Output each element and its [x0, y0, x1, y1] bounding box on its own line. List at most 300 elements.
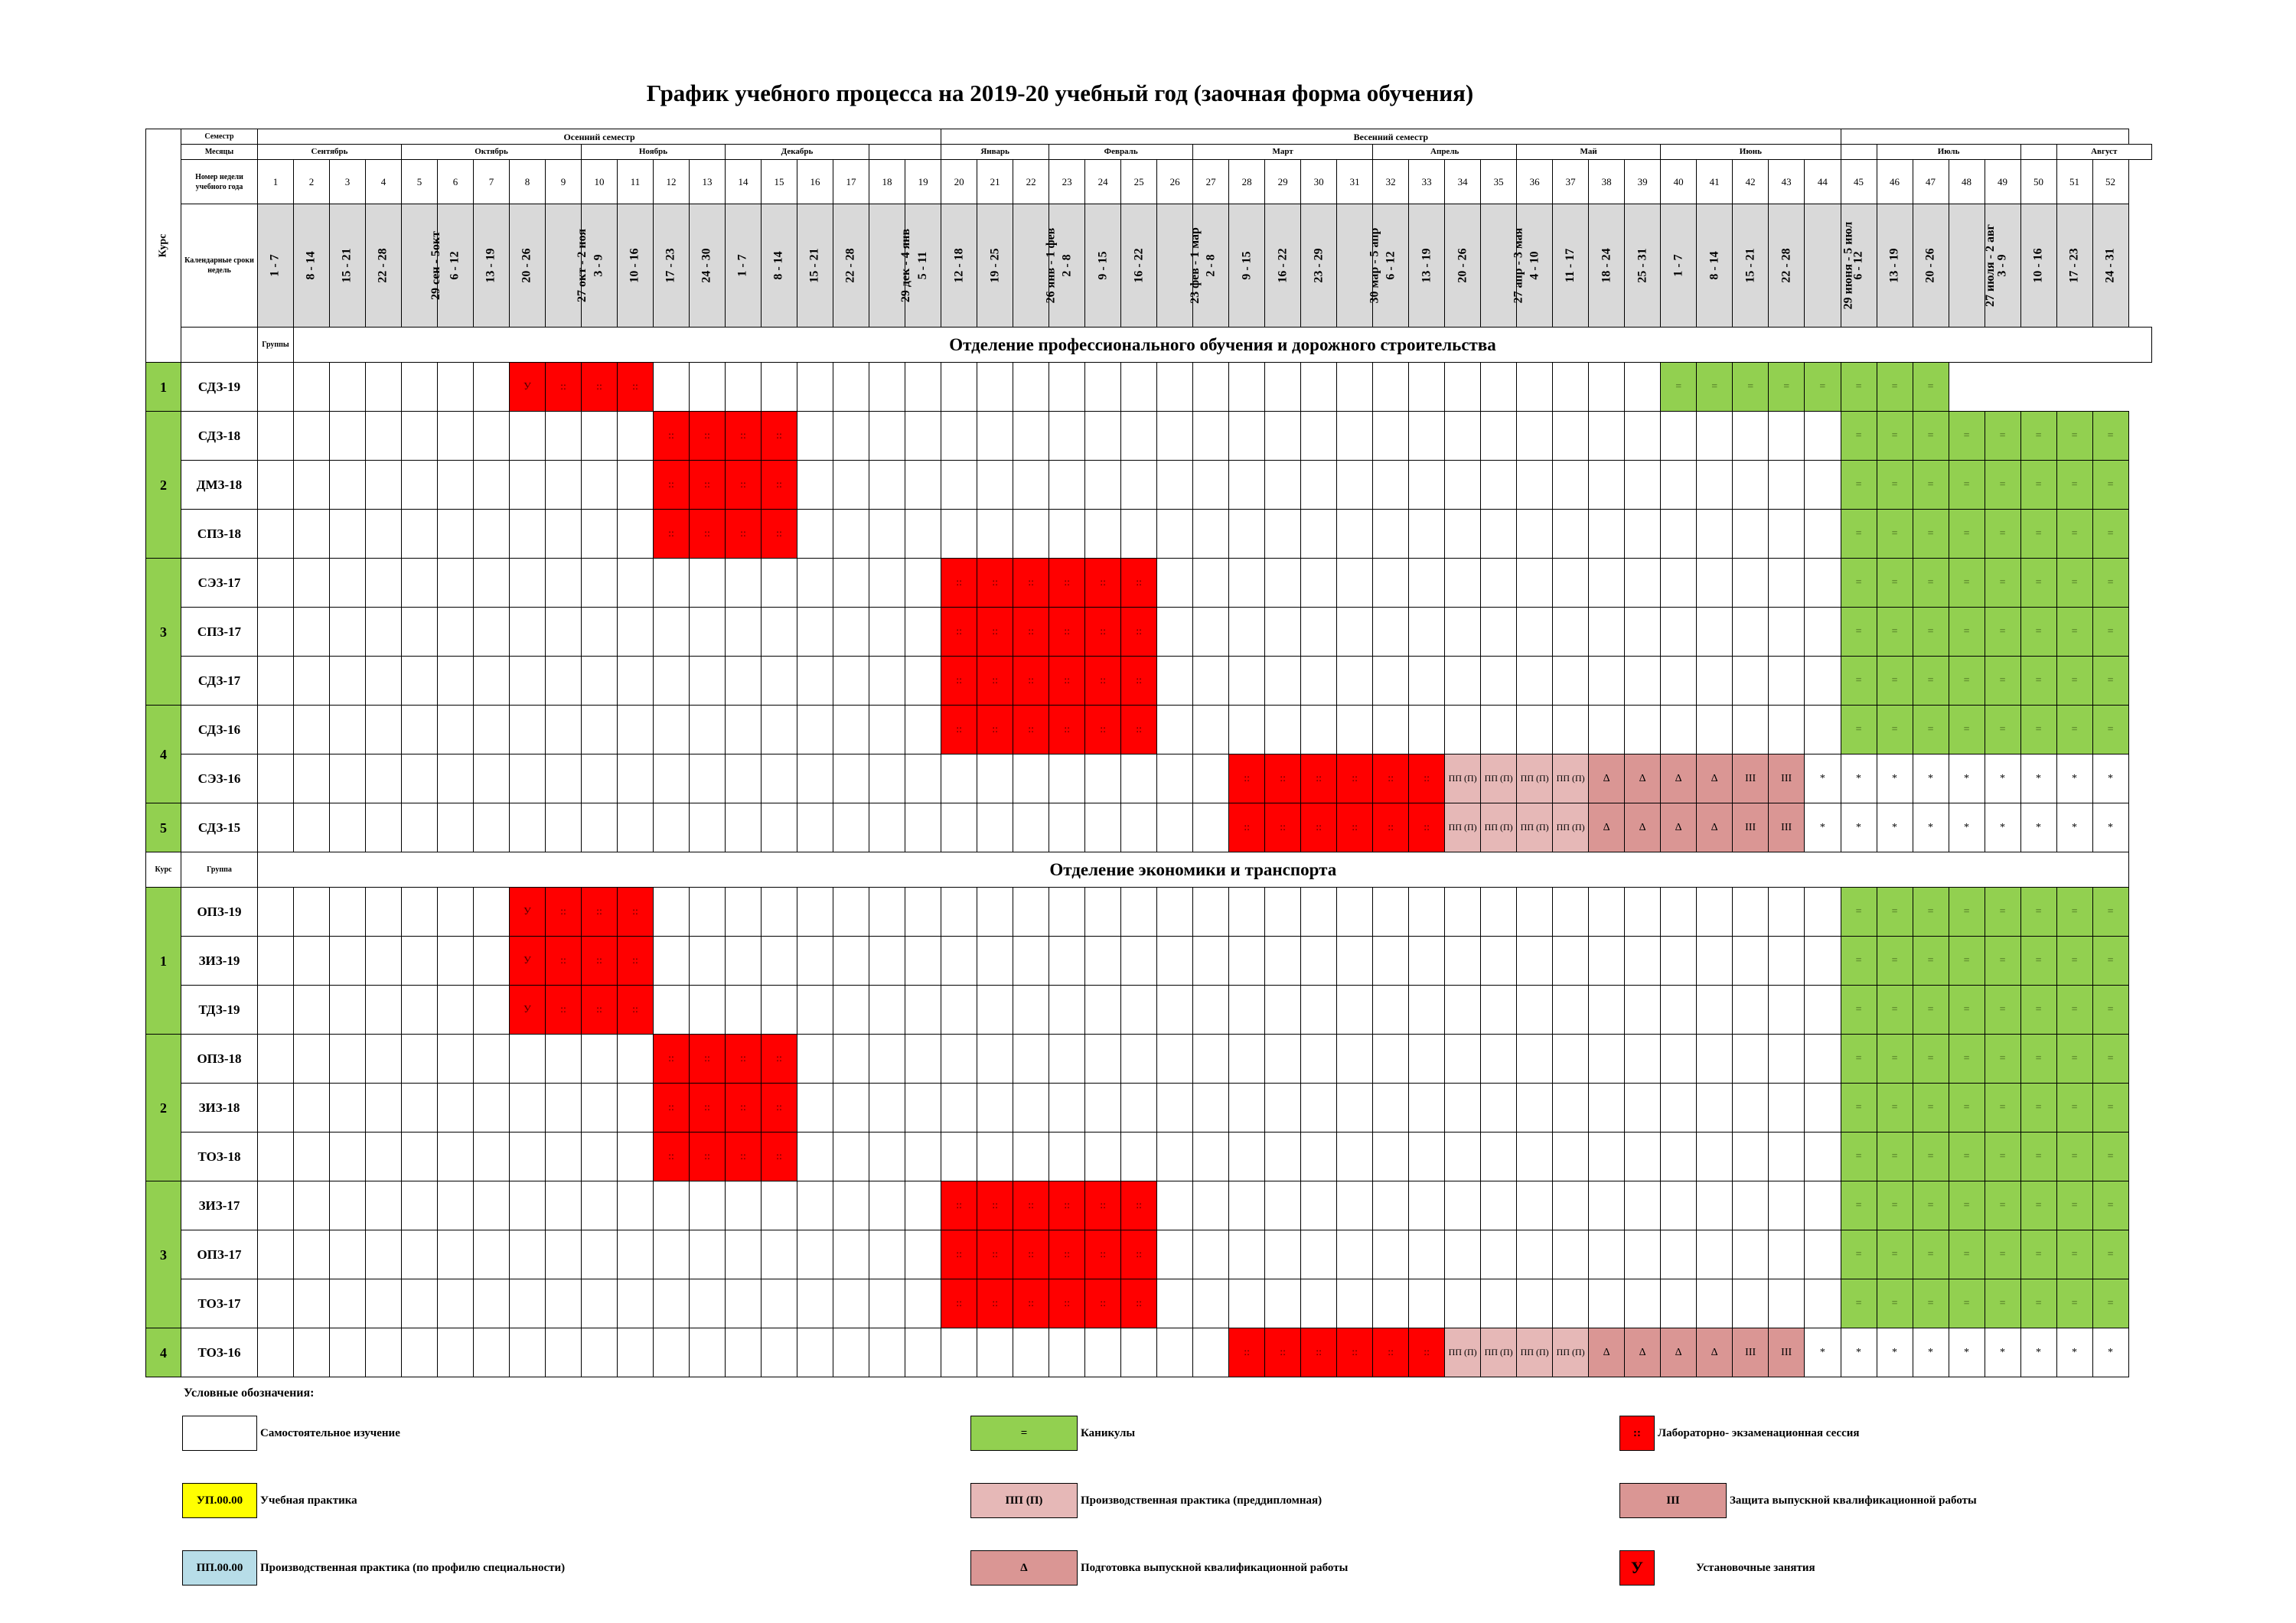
cell-session: ::	[582, 986, 618, 1035]
cell-self-study	[546, 559, 582, 608]
cell-self-study	[402, 608, 438, 657]
cell-self-study	[1193, 1035, 1229, 1084]
cell-self-study	[258, 412, 294, 461]
cell-self-study	[869, 888, 905, 937]
cell-self-study	[762, 1328, 797, 1377]
semester-row	[146, 129, 2152, 145]
cell-holiday: =	[2020, 1181, 2056, 1230]
cell-self-study	[510, 1035, 546, 1084]
week-date-text: 30 мар - 5 апр	[1368, 227, 1381, 304]
cell-holiday: =	[1805, 363, 1841, 412]
week-number: 42	[1733, 160, 1769, 204]
cell-self-study	[905, 754, 941, 803]
cell-self-study	[797, 510, 833, 559]
cell-self-study	[1481, 363, 1517, 412]
cell-session: ::	[977, 1181, 1013, 1230]
cell-self-study	[1625, 412, 1661, 461]
cell-self-study	[510, 1181, 546, 1230]
cell-self-study	[1661, 1181, 1697, 1230]
cell-holiday: =	[1913, 1279, 1949, 1328]
cell-self-study	[1589, 559, 1625, 608]
cell-session: ::	[762, 461, 797, 510]
cell-self-study	[1517, 657, 1553, 706]
cell-self-study	[618, 1084, 654, 1133]
cell-holiday: =	[1913, 1133, 1949, 1181]
cell-self-study	[258, 888, 294, 937]
cell-self-study	[690, 1279, 726, 1328]
group-name: СПЗ-18	[181, 510, 258, 559]
cell-self-study	[1265, 1084, 1301, 1133]
cell-self-study	[869, 706, 905, 754]
cell-star: *	[1841, 754, 1877, 803]
cell-self-study	[1625, 1230, 1661, 1279]
cell-holiday: =	[2020, 937, 2056, 986]
cell-self-study	[294, 608, 330, 657]
cell-holiday: =	[2092, 510, 2128, 559]
cell-self-study	[330, 363, 366, 412]
cell-self-study	[1553, 986, 1589, 1035]
cell-self-study	[1517, 937, 1553, 986]
cell-self-study	[1409, 461, 1445, 510]
cell-self-study	[1445, 412, 1481, 461]
cell-self-study	[654, 559, 690, 608]
cell-self-study	[582, 1133, 618, 1181]
cell-holiday: =	[2056, 1230, 2092, 1279]
cell-self-study	[582, 412, 618, 461]
cell-self-study	[690, 559, 726, 608]
week-date	[2092, 204, 2128, 328]
cell-self-study	[330, 1328, 366, 1377]
week-date	[2020, 204, 2056, 328]
legend-intro-label: Установочные занятия	[1696, 1562, 1815, 1574]
cell-session: ::	[726, 412, 762, 461]
cell-self-study	[1517, 1133, 1553, 1181]
cell-session: ::	[690, 412, 726, 461]
cell-holiday: =	[2056, 657, 2092, 706]
cell-self-study	[905, 363, 941, 412]
cell-self-study	[762, 657, 797, 706]
cell-self-study	[797, 937, 833, 986]
cell-self-study	[582, 510, 618, 559]
semester-cell	[1841, 129, 2128, 145]
cell-self-study	[1625, 1181, 1661, 1230]
cell-self-study	[1013, 888, 1049, 937]
month-cell: Декабрь	[726, 145, 869, 160]
cell-self-study	[1697, 559, 1733, 608]
section-title: Отделение профессионального обучения и дорожного строительства	[294, 328, 2152, 363]
cell-self-study	[1013, 510, 1049, 559]
cell-self-study	[1805, 657, 1841, 706]
cell-self-study	[762, 706, 797, 754]
cell-self-study	[1481, 461, 1517, 510]
cell-self-study	[474, 1328, 510, 1377]
cell-self-study	[869, 986, 905, 1035]
cell-self-study	[1625, 937, 1661, 986]
cell-self-study	[510, 803, 546, 852]
cell-self-study	[833, 363, 869, 412]
cell-self-study	[1445, 461, 1481, 510]
cell-self-study	[1409, 608, 1445, 657]
legend-vkr-prep-label: Подготовка выпускной квалификационной работы	[1081, 1562, 1349, 1574]
cell-self-study	[330, 608, 366, 657]
cell-holiday: =	[1985, 510, 2020, 559]
week-date	[618, 204, 654, 328]
cell-holiday: =	[2020, 1084, 2056, 1133]
cell-holiday: =	[2056, 1084, 2092, 1133]
cell-session: ::	[1085, 706, 1121, 754]
cell-self-study	[618, 1181, 654, 1230]
cell-star: *	[2092, 754, 2128, 803]
cell-self-study	[1481, 937, 1517, 986]
cell-self-study	[726, 657, 762, 706]
cell-self-study	[1157, 937, 1193, 986]
week-date	[1013, 204, 1058, 328]
cell-holiday: =	[1913, 888, 1949, 937]
cell-holiday: =	[1841, 986, 1877, 1035]
group-name: СЭЗ-17	[181, 559, 258, 608]
cell-self-study	[330, 754, 366, 803]
cell-self-study	[474, 559, 510, 608]
week-number: 31	[1337, 160, 1373, 204]
cell-self-study	[1625, 888, 1661, 937]
cell-self-study	[1085, 363, 1121, 412]
cell-session: ::	[762, 1133, 797, 1181]
cell-session: ::	[1337, 803, 1373, 852]
cell-star: *	[1913, 1328, 1949, 1377]
cell-self-study	[797, 461, 833, 510]
week-date	[438, 204, 474, 328]
week-date	[1697, 204, 1733, 328]
cell-self-study	[869, 510, 905, 559]
cell-holiday: =	[2056, 559, 2092, 608]
cell-self-study	[1625, 706, 1661, 754]
cell-self-study	[869, 754, 905, 803]
week-date-text: 6 - 12	[448, 251, 461, 280]
month-cell	[1841, 145, 1877, 160]
cell-self-study	[618, 1328, 654, 1377]
cell-star: *	[2056, 754, 2092, 803]
cell-holiday: =	[1913, 461, 1949, 510]
cell-holiday: =	[1877, 461, 1913, 510]
group-name: СПЗ-17	[181, 608, 258, 657]
cell-self-study	[438, 608, 474, 657]
cell-session: ::	[1229, 754, 1265, 803]
cell-self-study	[654, 803, 690, 852]
cell-vkr-prep: Δ	[1625, 803, 1661, 852]
cell-self-study	[1049, 363, 1085, 412]
cell-holiday: =	[1985, 1181, 2020, 1230]
week-number: 25	[1121, 160, 1157, 204]
week-date-text: 5 - 11	[916, 251, 930, 280]
cell-self-study	[330, 510, 366, 559]
cell-self-study	[833, 888, 869, 937]
cell-self-study	[1157, 412, 1193, 461]
cell-session: ::	[941, 706, 977, 754]
cell-self-study	[797, 1035, 833, 1084]
month-cell: Ноябрь	[582, 145, 726, 160]
cell-session: ::	[1049, 1279, 1085, 1328]
cell-self-study	[941, 1133, 977, 1181]
week-number: 8	[510, 160, 546, 204]
cell-self-study	[1157, 1328, 1193, 1377]
cell-holiday: =	[2056, 937, 2092, 986]
cell-session: ::	[726, 1133, 762, 1181]
week-date	[1121, 204, 1157, 328]
cell-session: ::	[1049, 608, 1085, 657]
group-row	[146, 510, 2152, 559]
cell-self-study	[1229, 559, 1265, 608]
cell-self-study	[941, 510, 977, 559]
cell-self-study	[1301, 937, 1337, 986]
cell-self-study	[1733, 1181, 1769, 1230]
legend-edu-practice-box: УП.00.00	[182, 1483, 257, 1518]
cell-session: ::	[654, 461, 690, 510]
cell-self-study	[1373, 657, 1409, 706]
cell-self-study	[833, 986, 869, 1035]
cell-self-study	[726, 754, 762, 803]
group-row	[146, 412, 2152, 461]
week-number: 16	[797, 160, 833, 204]
cell-self-study	[510, 510, 546, 559]
cell-holiday: =	[1913, 657, 1949, 706]
week-date-text: 15 - 21	[807, 248, 821, 283]
cell-self-study	[905, 937, 941, 986]
week-number: 32	[1373, 160, 1409, 204]
cell-self-study	[797, 363, 833, 412]
cell-self-study	[474, 1133, 510, 1181]
kurs-header	[146, 129, 181, 363]
cell-star: *	[1949, 803, 1985, 852]
cell-vkr-prep: Δ	[1589, 1328, 1625, 1377]
week-number: 13	[690, 160, 726, 204]
week-number: 27	[1193, 160, 1229, 204]
cell-self-study	[618, 754, 654, 803]
cell-self-study	[438, 888, 474, 937]
month-cell: Октябрь	[402, 145, 582, 160]
week-number: 7	[474, 160, 510, 204]
cell-holiday: =	[1949, 888, 1985, 937]
group-row	[146, 1328, 2152, 1377]
cell-holiday: =	[2020, 559, 2056, 608]
cell-self-study	[905, 1279, 941, 1328]
cell-holiday: =	[1985, 608, 2020, 657]
cell-self-study	[294, 1133, 330, 1181]
cell-self-study	[1589, 657, 1625, 706]
cell-self-study	[1337, 1279, 1373, 1328]
cell-self-study	[869, 1230, 905, 1279]
cell-self-study	[618, 657, 654, 706]
cell-self-study	[330, 461, 366, 510]
cell-self-study	[1121, 412, 1157, 461]
cell-session: ::	[654, 412, 690, 461]
month-cell: Январь	[941, 145, 1049, 160]
cell-vkr-defense: III	[1733, 803, 1769, 852]
cell-holiday: =	[1841, 1084, 1877, 1133]
cell-self-study	[1121, 888, 1157, 937]
cell-self-study	[402, 1328, 438, 1377]
cell-self-study	[797, 412, 833, 461]
cell-holiday: =	[1913, 412, 1949, 461]
cell-holiday: =	[1877, 937, 1913, 986]
cell-self-study	[1553, 1181, 1589, 1230]
course-number: 4	[146, 1328, 181, 1377]
cell-holiday: =	[1661, 363, 1697, 412]
cell-self-study	[294, 754, 330, 803]
cell-session: ::	[941, 1181, 977, 1230]
cell-self-study	[690, 363, 726, 412]
cell-self-study	[1085, 888, 1121, 937]
calendar-row	[146, 204, 2152, 328]
cell-self-study	[797, 1279, 833, 1328]
cell-self-study	[1301, 510, 1337, 559]
cell-holiday: =	[1913, 937, 1949, 986]
cell-vkr-defense: III	[1769, 803, 1805, 852]
cell-self-study	[1085, 412, 1121, 461]
week-date	[402, 204, 443, 328]
cell-self-study	[1121, 986, 1157, 1035]
cell-self-study	[1445, 1035, 1481, 1084]
cell-self-study	[1409, 1035, 1445, 1084]
cell-self-study	[1049, 1328, 1085, 1377]
week-date	[474, 204, 510, 328]
cell-session: ::	[1013, 559, 1049, 608]
cell-self-study	[1769, 559, 1805, 608]
cell-holiday: =	[2092, 657, 2128, 706]
week-date-text: 12 - 18	[952, 248, 966, 283]
week-date-text: 1 - 7	[268, 254, 282, 277]
week-date	[1409, 204, 1445, 328]
cell-holiday: =	[2020, 706, 2056, 754]
cell-holiday: =	[1877, 510, 1913, 559]
cell-self-study	[1553, 461, 1589, 510]
cell-self-study	[869, 937, 905, 986]
cell-holiday: =	[1985, 1230, 2020, 1279]
cell-self-study	[1589, 937, 1625, 986]
cell-holiday: =	[1913, 559, 1949, 608]
cell-self-study	[546, 1279, 582, 1328]
cell-holiday: =	[1841, 363, 1877, 412]
cell-self-study	[1085, 1084, 1121, 1133]
cell-self-study	[1049, 1035, 1085, 1084]
cell-self-study	[402, 937, 438, 986]
course-number: 2	[146, 1035, 181, 1181]
cell-self-study	[1769, 1133, 1805, 1181]
group-name: ТДЗ-19	[181, 986, 258, 1035]
week-number: 35	[1481, 160, 1517, 204]
cell-self-study	[582, 1181, 618, 1230]
cell-self-study	[618, 803, 654, 852]
cell-self-study	[618, 1279, 654, 1328]
week-date-text: 13 - 19	[484, 248, 497, 283]
cell-self-study	[1589, 608, 1625, 657]
cell-self-study	[1157, 1133, 1193, 1181]
cell-holiday: =	[1841, 1133, 1877, 1181]
cell-self-study	[941, 412, 977, 461]
cell-self-study	[1121, 1084, 1157, 1133]
cell-self-study	[294, 1084, 330, 1133]
cell-holiday: =	[1877, 986, 1913, 1035]
cell-self-study	[797, 754, 833, 803]
cell-self-study	[1301, 657, 1337, 706]
cell-holiday: =	[2092, 986, 2128, 1035]
cell-self-study	[1121, 363, 1157, 412]
week-date	[1805, 204, 1855, 328]
week-date-text: 8 - 14	[304, 251, 318, 280]
cell-self-study	[690, 608, 726, 657]
cell-self-study	[654, 1230, 690, 1279]
cell-self-study	[1769, 657, 1805, 706]
week-date-text: 17 - 23	[664, 248, 677, 283]
cell-self-study	[294, 461, 330, 510]
cell-self-study	[474, 1230, 510, 1279]
cell-self-study	[977, 888, 1013, 937]
cell-holiday: =	[2056, 706, 2092, 754]
legend-intro-box: У	[1619, 1550, 1655, 1586]
week-date-text: 2 - 8	[1204, 254, 1218, 277]
cell-session: ::	[546, 986, 582, 1035]
cell-self-study	[1013, 363, 1049, 412]
week-date-text: 27 окт - 2 ноя	[575, 229, 589, 302]
cell-session: ::	[654, 1084, 690, 1133]
week-date	[294, 204, 330, 328]
cell-session: ::	[618, 937, 654, 986]
cell-self-study	[294, 706, 330, 754]
week-date-text: 4 - 10	[1528, 251, 1541, 280]
cell-self-study	[1805, 937, 1841, 986]
cell-self-study	[797, 657, 833, 706]
cell-session: ::	[1013, 1279, 1049, 1328]
cell-self-study	[366, 803, 402, 852]
cell-self-study	[1229, 510, 1265, 559]
cell-holiday: =	[2056, 461, 2092, 510]
cell-self-study	[905, 461, 941, 510]
cell-star: *	[2020, 1328, 2056, 1377]
cell-self-study	[869, 363, 905, 412]
cell-self-study	[1697, 510, 1733, 559]
cell-self-study	[1517, 706, 1553, 754]
cell-self-study	[1589, 1084, 1625, 1133]
group-row	[146, 1035, 2152, 1084]
cell-holiday: =	[2020, 657, 2056, 706]
cell-self-study	[905, 888, 941, 937]
cell-holiday: =	[1949, 937, 1985, 986]
cell-self-study	[366, 1279, 402, 1328]
cell-self-study	[366, 1084, 402, 1133]
cell-self-study	[510, 657, 546, 706]
cell-self-study	[941, 461, 977, 510]
cell-self-study	[366, 706, 402, 754]
cell-self-study	[1337, 937, 1373, 986]
cell-self-study	[905, 1328, 941, 1377]
cell-vkr-prep: Δ	[1589, 803, 1625, 852]
cell-self-study	[869, 1279, 905, 1328]
cell-self-study	[1697, 461, 1733, 510]
cell-self-study	[438, 559, 474, 608]
cell-predip-practice: ПП (П)	[1445, 803, 1481, 852]
cell-self-study	[1373, 608, 1409, 657]
cell-self-study	[618, 1035, 654, 1084]
cell-self-study	[1409, 937, 1445, 986]
week-date	[654, 204, 690, 328]
cell-session: ::	[1013, 657, 1049, 706]
cell-self-study	[1229, 1279, 1265, 1328]
course-number: 4	[146, 706, 181, 803]
cell-self-study	[1697, 1084, 1733, 1133]
cell-session: ::	[1301, 754, 1337, 803]
cell-session: ::	[1409, 1328, 1445, 1377]
cell-self-study	[1409, 1133, 1445, 1181]
cell-self-study	[582, 1328, 618, 1377]
